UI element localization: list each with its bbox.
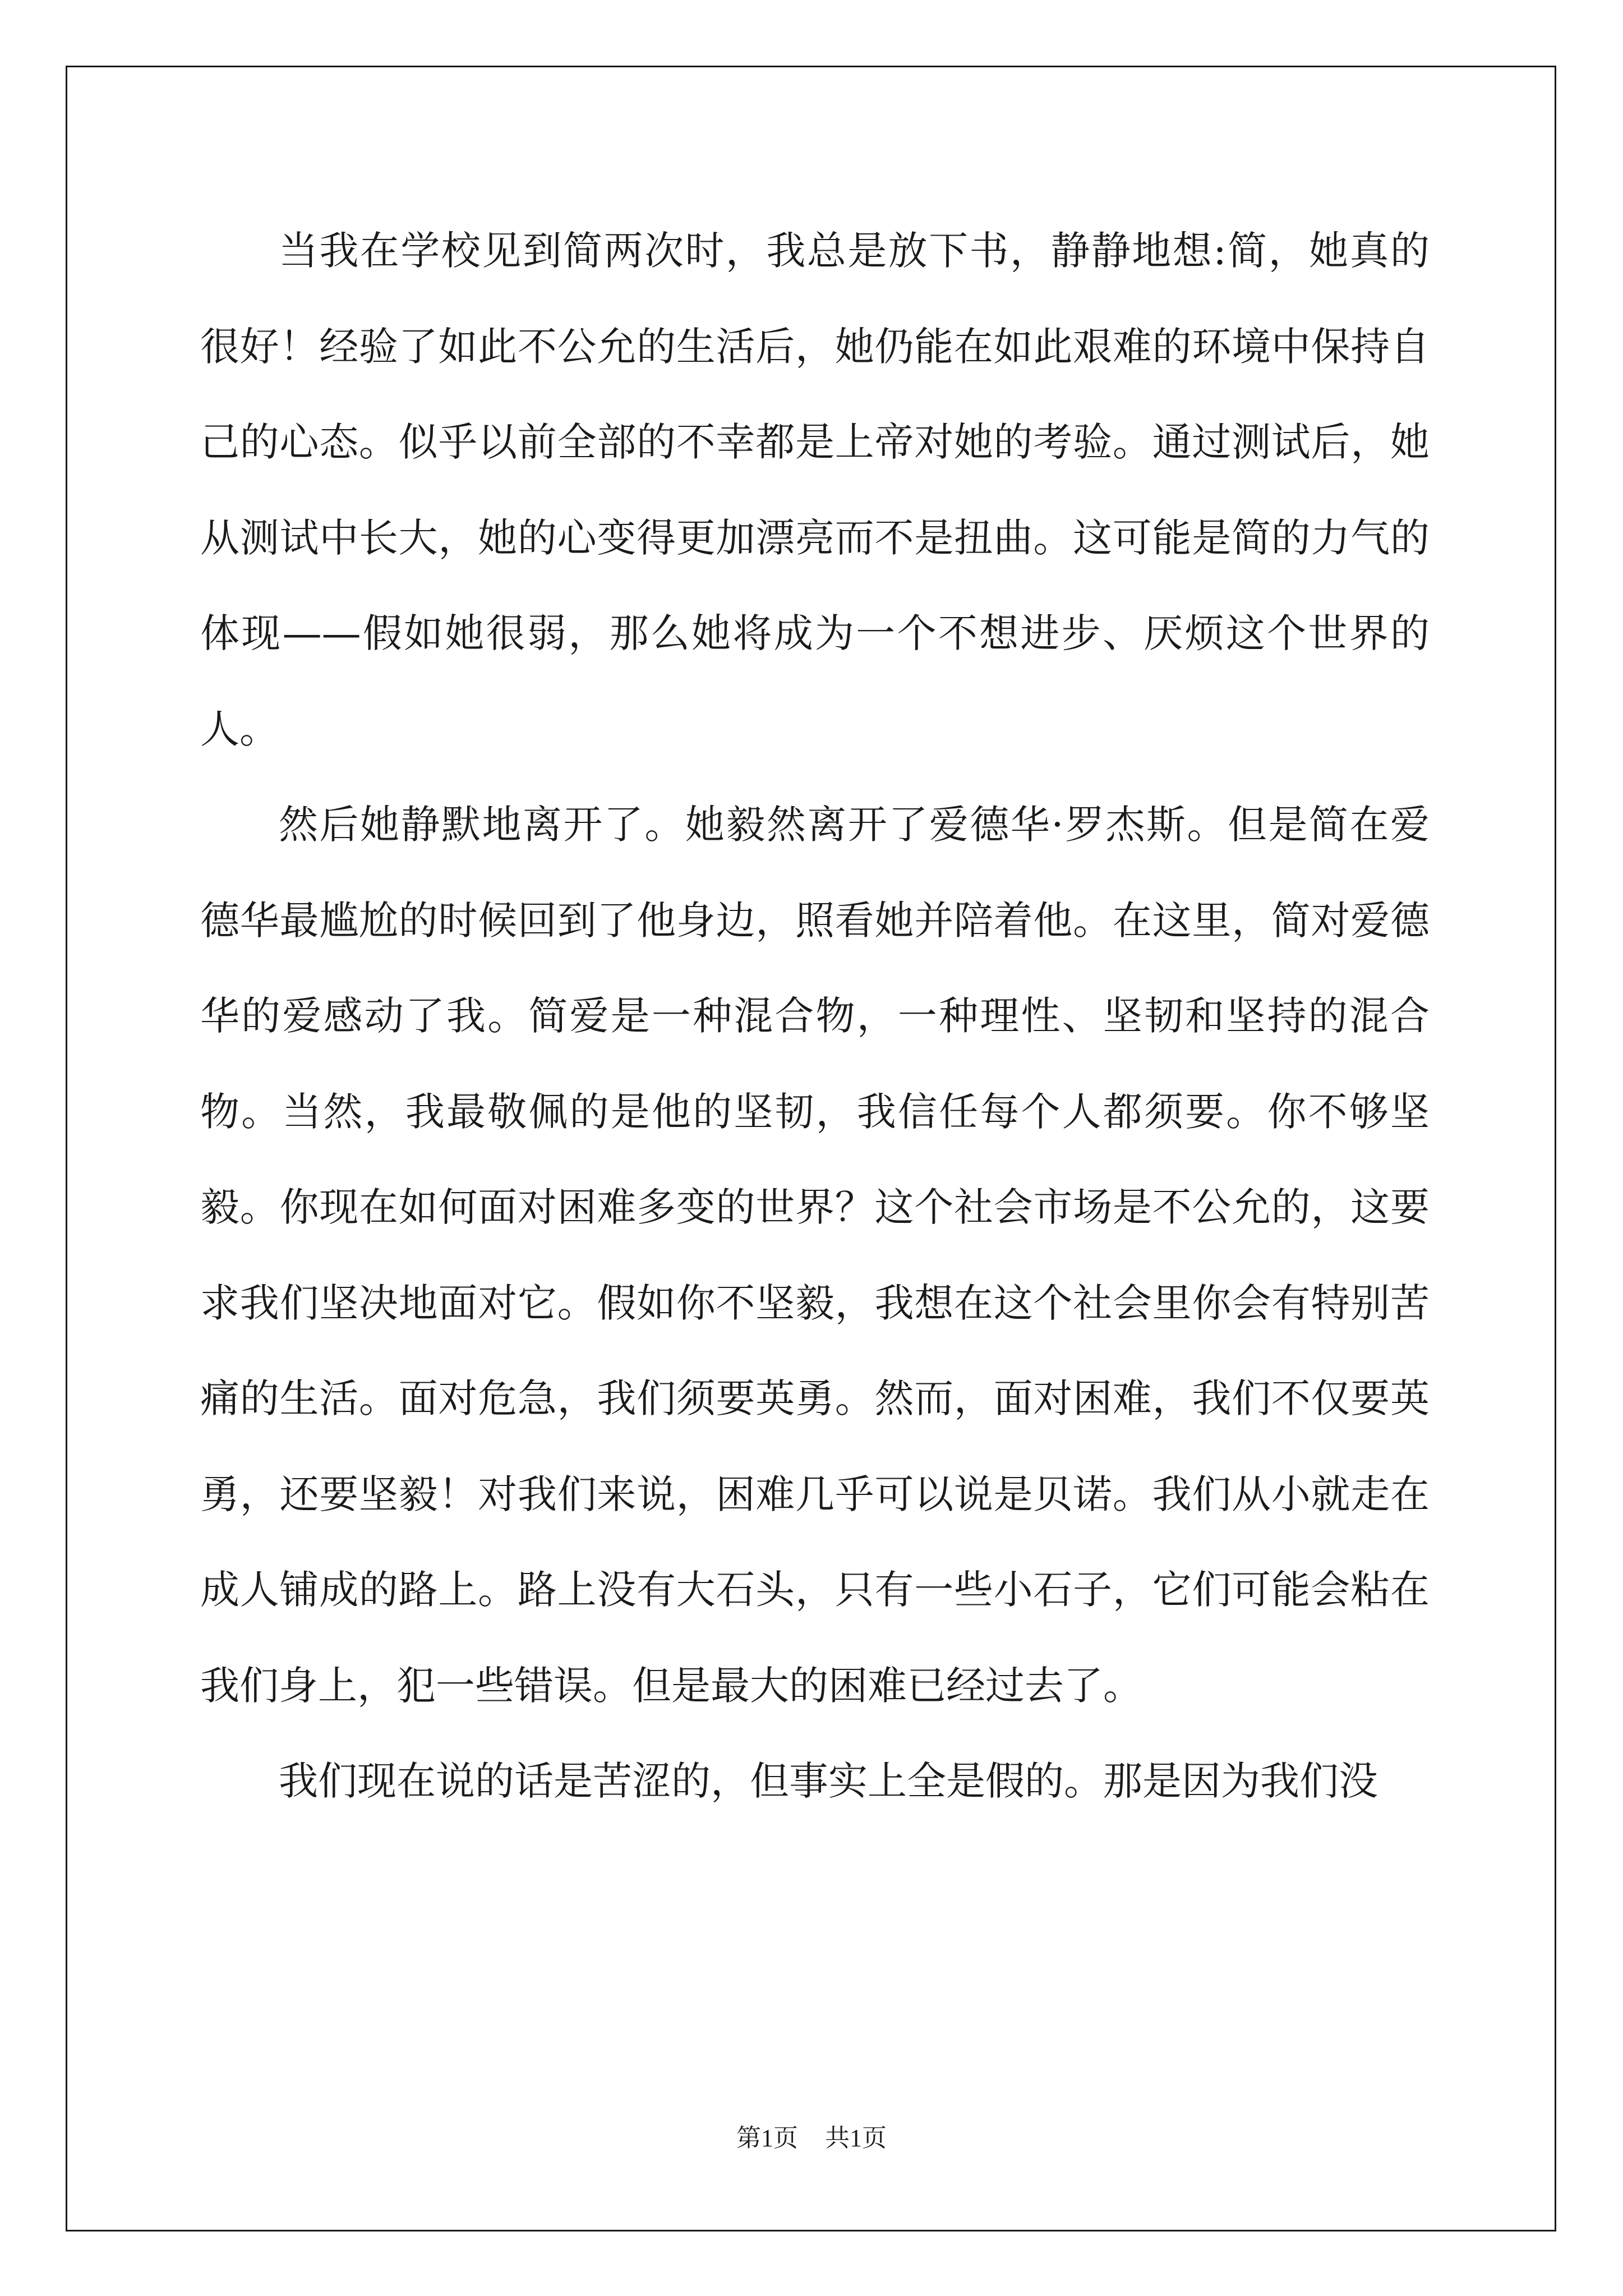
paragraph-1: 当我在学校见到简两次时，我总是放下书，静静地想:简，她真的很好！经验了如此不公允的生活后，她仍能在如此艰难的环境中保持自己的心态。似乎以前全部的不幸都是上帝对她的考验。通过测试后，她从测试中长大，她的心变得更加漂亮而不是扭曲。这可能是简的力气的体现——假如她很弱，那么她将成为一个不想进步、厌烦这个世界的人。 bbox=[200, 228, 1430, 752]
page-number-total: 共1页 bbox=[825, 2124, 887, 2152]
page-footer bbox=[0, 2122, 1623, 2155]
paragraph-3: 我们现在说的话是苦涩的，但事实上全是假的。那是因为我们没 bbox=[279, 1758, 1378, 1804]
paragraph-2: 然后她静默地离开了。她毅然离开了爱德华·罗杰斯。但是简在爱德华最尴尬的时候回到了他身边，照看她并陪着他。在这里，简对爱德华的爱感动了我。简爱是一种混合物，一种理性、坚韧和坚持的混合物。当然，我最敬佩的是他的坚韧，我信任每个人都须要。你不够坚毅。你现在如何面对困难多变的世界？这个社会市场是不公允的，这要求我们坚决地面对它。假如你不坚毅，我想在这个社会里你会有特别苦痛的生活。面对危急，我们须要英勇。然而，面对困难，我们不仅要英勇，还要坚毅！对我们来说，困难几乎可以说是贝诺。我们从小就走在成人铺成的路上。路上没有大石头，只有一些小石子，它们可能会粘在我们身上，犯一些错误。但是最大的困难已经过去了。 bbox=[200, 802, 1430, 1709]
page-number-current: 第1页 bbox=[736, 2124, 798, 2152]
document-body bbox=[200, 203, 1430, 1829]
